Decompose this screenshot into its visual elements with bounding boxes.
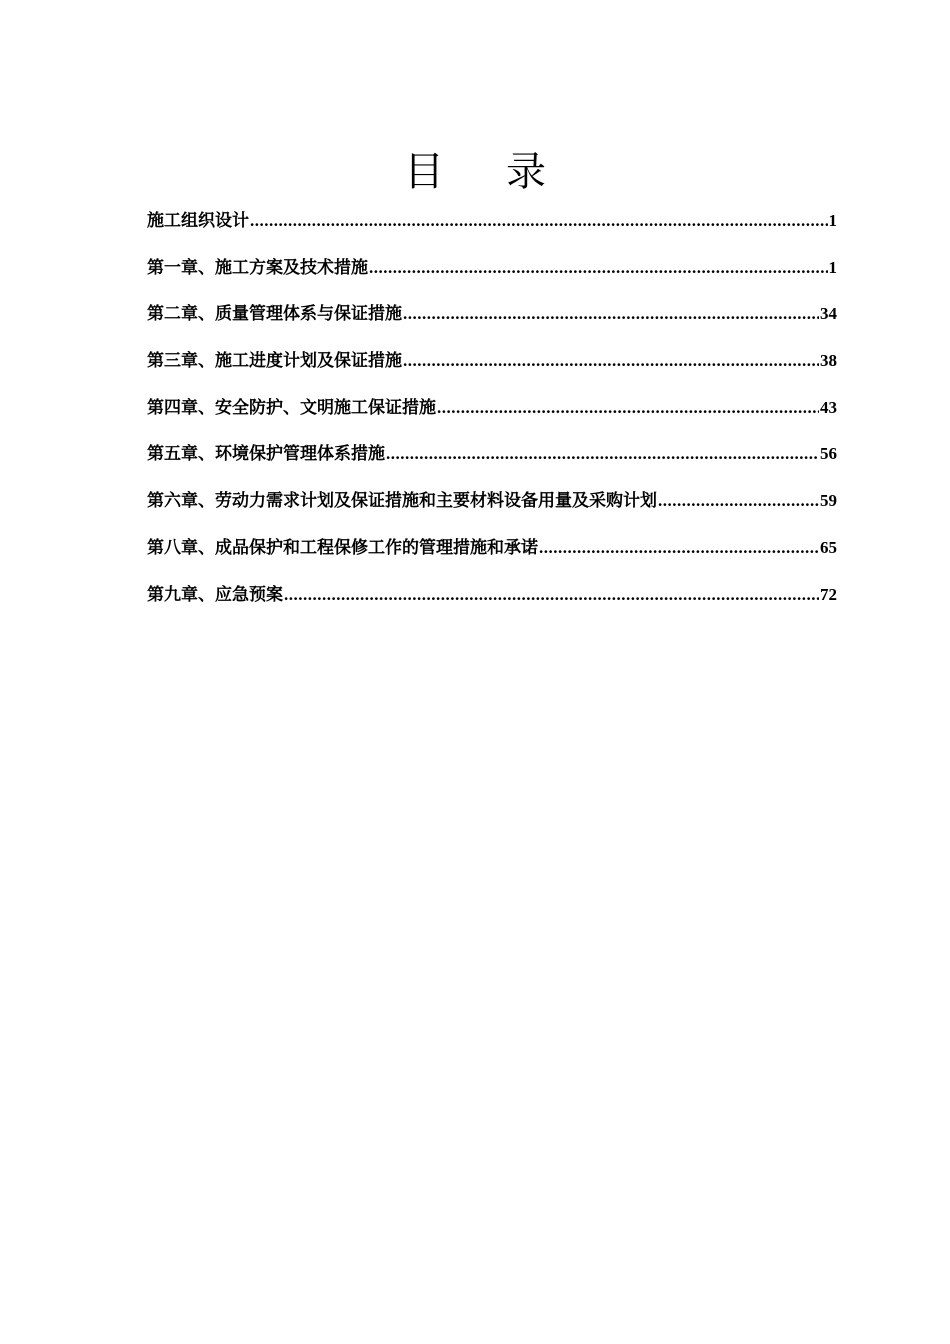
toc-dot-leader [403, 298, 819, 330]
toc-entry-label: 第一章、施工方案及技术措施 [147, 257, 368, 278]
toc-entry[interactable] [147, 345, 837, 392]
toc-page-number: 65 [820, 537, 837, 557]
toc-title [0, 148, 950, 196]
toc-entry[interactable] [147, 205, 837, 252]
toc-page-number: 38 [820, 351, 837, 371]
toc-dot-leader [386, 438, 819, 470]
toc-entry[interactable] [147, 252, 837, 299]
toc-entry-label: 第六章、劳动力需求计划及保证措施和主要材料设备用量及采购计划 [147, 491, 657, 512]
toc-dot-leader [658, 485, 819, 517]
toc-entry-label: 第五章、环境保护管理体系措施 [147, 444, 385, 465]
toc-entry[interactable] [147, 438, 837, 485]
toc-dot-leader [437, 392, 819, 424]
toc-title-char-2: 录 [506, 149, 546, 195]
toc-dot-leader [539, 532, 819, 564]
toc-entry[interactable] [147, 532, 837, 579]
toc-list [147, 205, 837, 625]
toc-entry-label: 第九章、应急预案 [147, 584, 283, 605]
toc-entry-label: 第八章、成品保护和工程保修工作的管理措施和承诺 [147, 537, 538, 558]
toc-entry-label: 第二章、质量管理体系与保证措施 [147, 304, 402, 325]
toc-page-number: 1 [828, 257, 837, 277]
toc-entry[interactable] [147, 298, 837, 345]
toc-dot-leader [369, 252, 828, 284]
toc-entry-label: 第四章、安全防护、文明施工保证措施 [147, 397, 436, 418]
toc-entry[interactable] [147, 392, 837, 439]
toc-dot-leader [284, 579, 819, 611]
toc-page-number: 59 [820, 491, 837, 511]
toc-dot-leader [403, 345, 819, 377]
toc-page-number: 72 [820, 584, 837, 604]
toc-page-number: 56 [820, 444, 837, 464]
toc-entry[interactable] [147, 579, 837, 626]
toc-entry[interactable] [147, 485, 837, 532]
toc-page-number: 34 [820, 304, 837, 324]
toc-page-number: 43 [820, 397, 837, 417]
toc-entry-label: 第三章、施工进度计划及保证措施 [147, 351, 402, 372]
toc-page-number: 1 [828, 211, 837, 230]
toc-dot-leader [250, 205, 828, 237]
toc-entry-label: 施工组织设计 [147, 211, 249, 231]
toc-title-char-1: 目 [404, 149, 444, 195]
